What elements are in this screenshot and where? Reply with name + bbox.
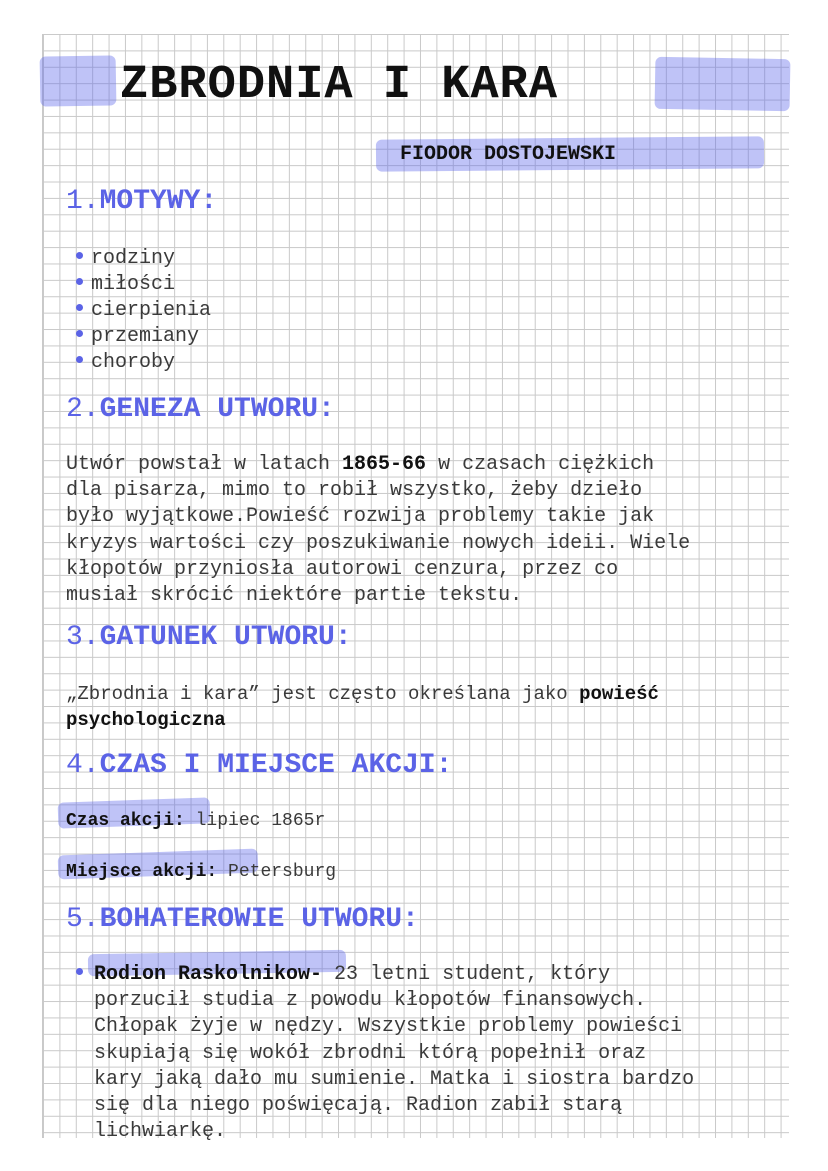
time-value: lipiec 1865r	[184, 811, 326, 831]
section-geneza-heading	[66, 396, 335, 424]
section-motywy-heading	[66, 188, 217, 216]
section-gatunek-heading	[66, 624, 352, 652]
section-number: 2.	[66, 394, 100, 425]
gatunek-paragraph: „Zbrodnia i kara” jest często określana jako powieść psychologiczna	[66, 683, 659, 732]
years-text: 1865-66	[342, 453, 427, 476]
motywy-list	[74, 246, 211, 376]
section-czas-heading	[66, 752, 452, 780]
geneza-paragraph: Utwór powstał w latach 1865-66 w czasach ciężkich dla pisarza, mimo to robił wszystko, żeby dzieło było wyjątkowe.Powieść rozwija problemy takie jak kryzys wartości czy poszukiwanie nowych ideii. Wiele kłopotów przyniosła autorowi cenzura, przez co musiał skrócić niektóre partie tekstu.	[66, 453, 691, 608]
list-item: cierpienia	[74, 298, 211, 324]
list-item: choroby	[74, 350, 211, 376]
list-item: miłości	[74, 272, 211, 298]
section-title: BOHATEROWIE UTWORU:	[99, 904, 419, 935]
bullet-icon	[76, 252, 83, 259]
section-bohaterowie-heading	[66, 906, 419, 934]
hero-description: Rodion Raskolnikow- 23 letni student, który porzucił studia z powodu kłopotów finansowych. Chłopak żyje w nędzy. Wszystkie problemy powieści skupiają się wokół zbrodni którą popełnił oraz kary jaką dało mu sumienie. Matka i siostra bardzo się dla niego poświęcają. Radion zabił starą lichwiarkę.	[94, 963, 695, 1144]
bullet-icon	[76, 356, 83, 363]
section-number: 1.	[66, 186, 100, 217]
time-label: Czas akcji:	[66, 811, 185, 831]
bullet-icon	[76, 278, 83, 285]
bullet-icon	[76, 968, 83, 975]
bullet-icon	[76, 304, 83, 311]
place-line	[66, 863, 336, 881]
time-line	[66, 812, 325, 830]
genre-text: powieść psychologiczna	[66, 683, 659, 732]
section-title: MOTYWY:	[99, 186, 218, 217]
section-number: 4.	[66, 750, 100, 781]
section-number: 3.	[66, 622, 100, 653]
place-label: Miejsce akcji:	[66, 862, 218, 882]
section-title: GATUNEK UTWORU:	[99, 622, 352, 653]
section-number: 5.	[66, 904, 100, 935]
title-highlight-right	[655, 57, 791, 111]
list-item: rodziny	[74, 246, 211, 272]
section-title: CZAS I MIEJSCE AKCJI:	[99, 750, 453, 781]
hero-name: Rodion Raskolnikow-	[94, 963, 323, 986]
section-title: GENEZA UTWORU:	[99, 394, 335, 425]
list-item: przemiany	[74, 324, 211, 350]
author-name: FIODOR DOSTOJEWSKI	[400, 143, 617, 166]
bullet-icon	[76, 330, 83, 337]
page-title: ZBRODNIA I KARA	[120, 59, 559, 112]
title-highlight-left	[40, 55, 117, 106]
place-value: Petersburg	[217, 862, 337, 882]
